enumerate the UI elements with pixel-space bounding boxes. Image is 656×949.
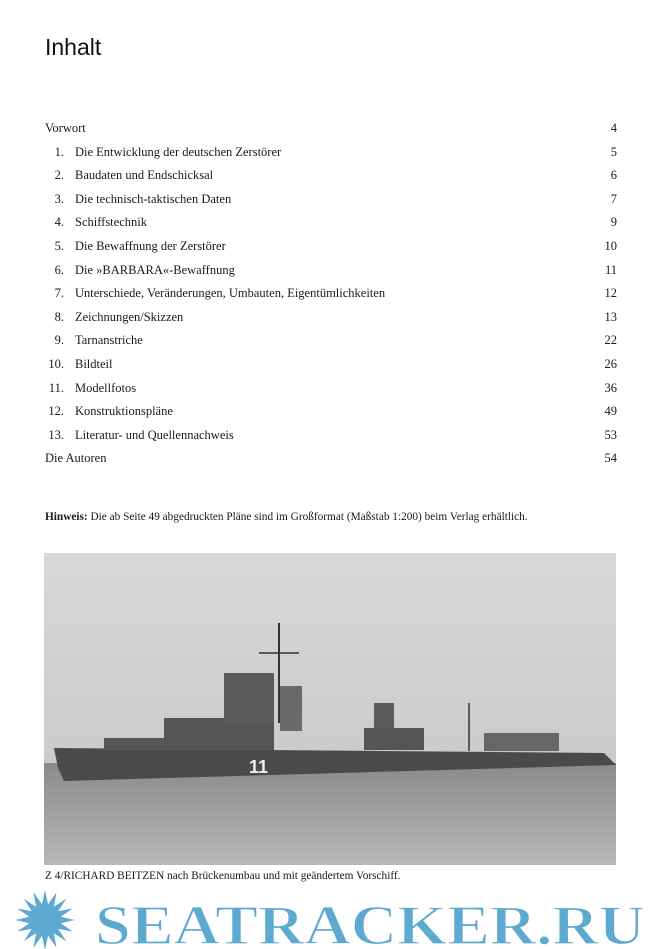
toc-number: 13. <box>48 427 64 442</box>
toc-number: 2. <box>54 168 64 183</box>
toc-page: 36 <box>604 380 617 395</box>
toc-entry <box>45 308 617 332</box>
toc-entry <box>45 143 617 167</box>
toc-label: Tarnanstriche <box>75 333 143 348</box>
page-title: Inhalt <box>45 34 102 60</box>
toc-label: Baudaten und Endschicksal <box>75 168 214 183</box>
toc-entry <box>45 213 617 237</box>
hint-note <box>45 511 528 523</box>
toc-page: 22 <box>604 333 617 348</box>
toc-label: Unterschiede, Veränderungen, Umbauten, Eigentümlichkeiten <box>75 286 386 301</box>
toc-number: 4. <box>54 215 64 230</box>
hull-number: 11 <box>249 757 269 777</box>
toc-entry <box>45 331 617 355</box>
toc-number: 9. <box>54 333 64 348</box>
toc-page: 49 <box>604 404 617 419</box>
photo-caption: Z 4/RICHARD BEITZEN nach Brückenumbau und mit geändertem Vorschiff. <box>45 870 401 882</box>
toc-label: Bildteil <box>75 356 113 371</box>
toc-label: Schiffstechnik <box>75 215 147 230</box>
toc-entry <box>45 402 617 426</box>
hint-label: Hinweis: <box>45 511 88 523</box>
toc-entry <box>45 284 617 308</box>
toc-entry <box>45 261 617 285</box>
toc-number: 1. <box>54 144 64 159</box>
toc-number: 3. <box>54 191 64 206</box>
toc-page: 5 <box>610 144 617 159</box>
hint-text: Die ab Seite 49 abgedruckten Pläne sind im Großformat (Maßstab 1:200) beim Verlag erhältlich. <box>87 511 528 523</box>
toc-entry <box>45 166 617 190</box>
toc-page: 53 <box>604 427 617 442</box>
toc-label: Vorwort <box>45 121 86 135</box>
toc-page: 6 <box>610 168 617 183</box>
toc-label: Die Autoren <box>45 451 107 466</box>
toc-label: Konstruktionspläne <box>75 404 173 419</box>
sun-logo-icon <box>15 890 75 949</box>
toc-number: 6. <box>54 262 64 277</box>
toc-number: 5. <box>54 238 64 253</box>
toc-number: 8. <box>54 309 64 324</box>
toc-entry <box>45 190 617 214</box>
toc-page: 54 <box>604 451 617 466</box>
destroyer-photo <box>44 553 616 865</box>
toc-page: 7 <box>610 191 617 206</box>
toc-entry <box>45 379 617 403</box>
toc-label: Die »BARBARA«-Bewaffnung <box>75 262 235 277</box>
toc-entry <box>45 237 617 261</box>
toc-label: Die Bewaffnung der Zerstörer <box>75 238 226 253</box>
watermark-text: SEATRACKER.RU <box>95 895 645 949</box>
toc-entry <box>45 426 617 450</box>
toc-page: 4 <box>610 121 617 135</box>
toc-number: 10. <box>48 356 64 371</box>
toc-entry <box>45 355 617 379</box>
toc-number: 12. <box>48 404 64 419</box>
toc-page: 10 <box>604 238 617 253</box>
toc-page: 12 <box>604 286 617 301</box>
toc-page: 11 <box>604 262 617 277</box>
table-of-contents <box>45 119 617 473</box>
toc-page: 9 <box>610 215 617 230</box>
watermark <box>0 886 656 949</box>
toc-number: 7. <box>54 286 64 301</box>
toc-label: Literatur- und Quellennachweis <box>75 427 234 442</box>
toc-page: 13 <box>604 309 617 324</box>
toc-label: Die Entwicklung der deutschen Zerstörer <box>75 144 282 159</box>
toc-label: Die technisch-taktischen Daten <box>75 191 232 206</box>
toc-number: 11. <box>48 380 64 395</box>
toc-entry <box>45 119 617 143</box>
toc-entry <box>45 449 617 473</box>
toc-label: Modellfotos <box>75 380 137 395</box>
toc-label: Zeichnungen/Skizzen <box>75 309 184 324</box>
toc-page: 26 <box>604 356 617 371</box>
